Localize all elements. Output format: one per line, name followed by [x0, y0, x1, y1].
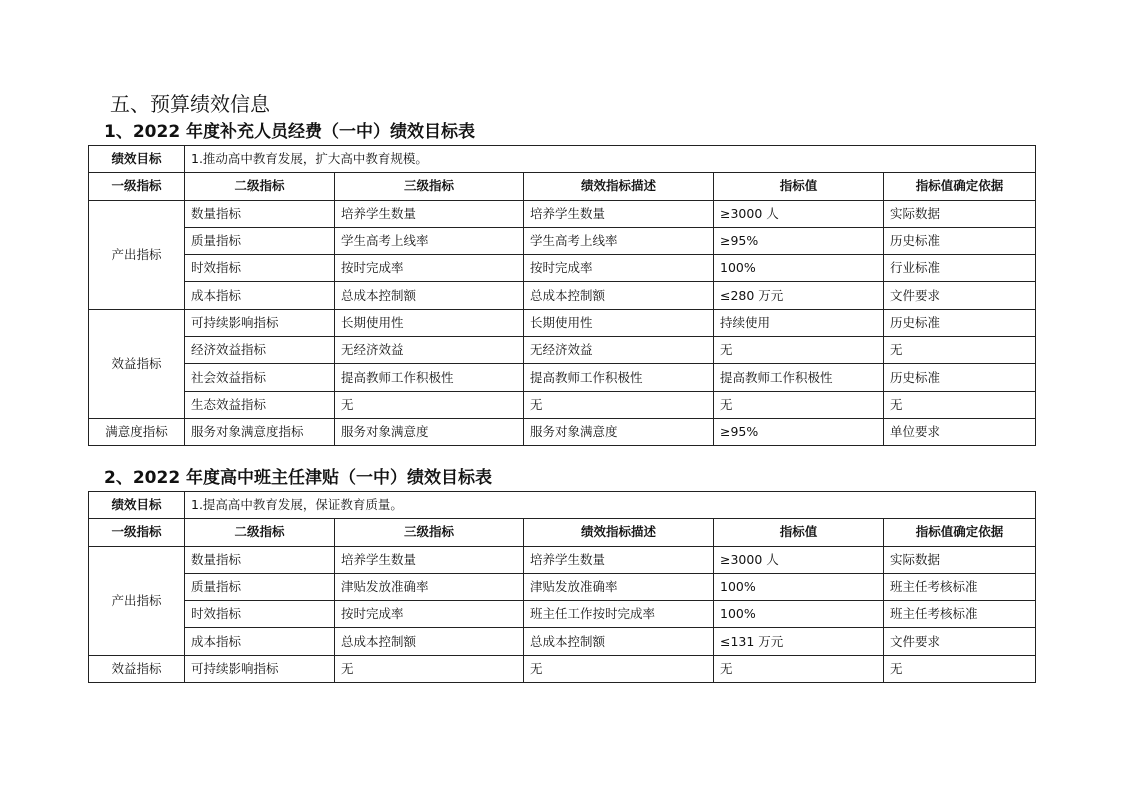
table-cell: 培养学生数量	[524, 200, 714, 227]
table-cell: 实际数据	[884, 200, 1036, 227]
column-header: 指标值确定依据	[884, 519, 1036, 546]
table-cell: 无经济效益	[524, 337, 714, 364]
table-cell: 服务对象满意度	[524, 418, 714, 445]
table-cell: ≥3000 人	[714, 200, 884, 227]
goal-label: 绩效目标	[89, 146, 185, 173]
table-cell: 无	[524, 655, 714, 682]
table-cell: 按时完成率	[335, 255, 524, 282]
table-row	[89, 227, 1036, 254]
table-cell: ≥3000 人	[714, 546, 884, 573]
level1-indicator: 满意度指标	[89, 418, 185, 445]
performance-table-2	[88, 491, 1036, 683]
table-cell: 文件要求	[884, 282, 1036, 309]
table-cell: 按时完成率	[335, 601, 524, 628]
table-cell: ≤131 万元	[714, 628, 884, 655]
table-cell: 无	[714, 337, 884, 364]
level1-indicator: 产出指标	[89, 546, 185, 655]
table-cell: 无	[884, 337, 1036, 364]
table-cell: 生态效益指标	[185, 391, 335, 418]
table-cell: 津贴发放准确率	[335, 573, 524, 600]
table-cell: 数量指标	[185, 546, 335, 573]
table-row	[89, 309, 1036, 336]
section-title: 五、预算绩效信息	[110, 92, 270, 116]
table-row	[89, 255, 1036, 282]
table-row	[89, 282, 1036, 309]
table-cell: 100%	[714, 601, 884, 628]
table-cell: 社会效益指标	[185, 364, 335, 391]
column-header: 一级指标	[89, 173, 185, 200]
goal-row	[89, 492, 1036, 519]
table-cell: 经济效益指标	[185, 337, 335, 364]
table-cell: 提高教师工作积极性	[524, 364, 714, 391]
table-cell: 无	[714, 655, 884, 682]
column-header: 指标值	[714, 519, 884, 546]
table-cell: 无	[884, 655, 1036, 682]
table-cell: 提高教师工作积极性	[714, 364, 884, 391]
table-cell: 学生高考上线率	[335, 227, 524, 254]
table-cell: 总成本控制额	[524, 628, 714, 655]
level1-indicator: 效益指标	[89, 309, 185, 418]
table-row	[89, 546, 1036, 573]
table-2-title: 2、2022 年度高中班主任津贴（一中）绩效目标表	[104, 468, 493, 488]
column-header: 绩效指标描述	[524, 519, 714, 546]
column-header: 三级指标	[335, 173, 524, 200]
table-cell: 无经济效益	[335, 337, 524, 364]
table-cell: ≥95%	[714, 418, 884, 445]
table-cell: 时效指标	[185, 601, 335, 628]
table-cell: 培养学生数量	[524, 546, 714, 573]
header-row	[89, 519, 1036, 546]
table-row	[89, 573, 1036, 600]
table-cell: ≥95%	[714, 227, 884, 254]
table-cell: 按时完成率	[524, 255, 714, 282]
column-header: 二级指标	[185, 519, 335, 546]
table-row	[89, 337, 1036, 364]
table-cell: 无	[335, 655, 524, 682]
table-cell: 总成本控制额	[524, 282, 714, 309]
table-cell: 服务对象满意度指标	[185, 418, 335, 445]
table-cell: 总成本控制额	[335, 628, 524, 655]
table-cell: 历史标准	[884, 227, 1036, 254]
header-row	[89, 173, 1036, 200]
column-header: 三级指标	[335, 519, 524, 546]
table-cell: 培养学生数量	[335, 200, 524, 227]
goal-text: 1.推动高中教育发展，扩大高中教育规模。	[185, 146, 1036, 173]
table-cell: 数量指标	[185, 200, 335, 227]
table-cell: 班主任考核标准	[884, 601, 1036, 628]
table-cell: 津贴发放准确率	[524, 573, 714, 600]
table-row	[89, 628, 1036, 655]
table-cell: 培养学生数量	[335, 546, 524, 573]
table-cell: 无	[884, 391, 1036, 418]
column-header: 一级指标	[89, 519, 185, 546]
table-cell: 质量指标	[185, 573, 335, 600]
table-cell: 无	[714, 391, 884, 418]
table-row	[89, 655, 1036, 682]
column-header: 指标值	[714, 173, 884, 200]
goal-row	[89, 146, 1036, 173]
table-cell: 班主任考核标准	[884, 573, 1036, 600]
table-cell: 历史标准	[884, 364, 1036, 391]
table-cell: 提高教师工作积极性	[335, 364, 524, 391]
table-cell: 文件要求	[884, 628, 1036, 655]
column-header: 指标值确定依据	[884, 173, 1036, 200]
table-cell: 长期使用性	[524, 309, 714, 336]
table-cell: 总成本控制额	[335, 282, 524, 309]
table-cell: 班主任工作按时完成率	[524, 601, 714, 628]
goal-text: 1.提高高中教育发展，保证教育质量。	[185, 492, 1036, 519]
level1-indicator: 效益指标	[89, 655, 185, 682]
table-row	[89, 200, 1036, 227]
table-cell: 无	[524, 391, 714, 418]
table-cell: 行业标准	[884, 255, 1036, 282]
table-cell: 可持续影响指标	[185, 309, 335, 336]
table-row	[89, 391, 1036, 418]
table-row	[89, 364, 1036, 391]
table-cell: 实际数据	[884, 546, 1036, 573]
table-cell: ≤280 万元	[714, 282, 884, 309]
column-header: 二级指标	[185, 173, 335, 200]
table-cell: 100%	[714, 255, 884, 282]
table-cell: 100%	[714, 573, 884, 600]
table-cell: 服务对象满意度	[335, 418, 524, 445]
table-cell: 质量指标	[185, 227, 335, 254]
table-cell: 可持续影响指标	[185, 655, 335, 682]
table-cell: 单位要求	[884, 418, 1036, 445]
table-cell: 成本指标	[185, 282, 335, 309]
column-header: 绩效指标描述	[524, 173, 714, 200]
table-cell: 成本指标	[185, 628, 335, 655]
table-cell: 持续使用	[714, 309, 884, 336]
table-cell: 长期使用性	[335, 309, 524, 336]
level1-indicator: 产出指标	[89, 200, 185, 309]
goal-label: 绩效目标	[89, 492, 185, 519]
table-row	[89, 601, 1036, 628]
performance-table-1	[88, 145, 1036, 446]
table-row	[89, 418, 1036, 445]
table-1-title: 1、2022 年度补充人员经费（一中）绩效目标表	[104, 122, 476, 142]
table-cell: 历史标准	[884, 309, 1036, 336]
table-cell: 学生高考上线率	[524, 227, 714, 254]
table-cell: 时效指标	[185, 255, 335, 282]
table-cell: 无	[335, 391, 524, 418]
